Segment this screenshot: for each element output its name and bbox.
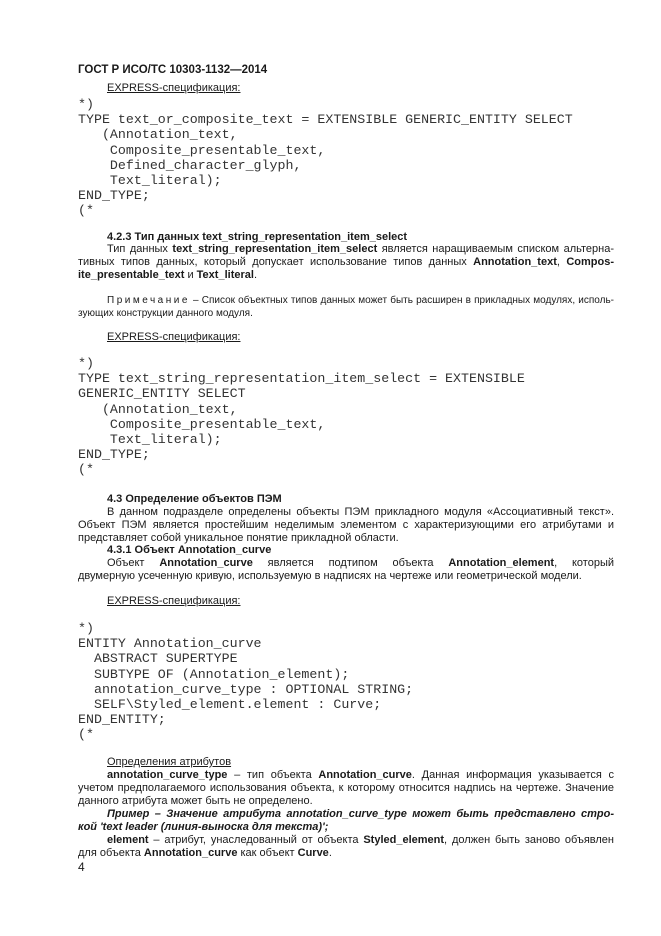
section-label <box>78 82 614 95</box>
bold-term: text_string_representation_item_select <box>172 243 378 255</box>
text-run: . <box>328 847 332 859</box>
express-code-line: SELF\Styled_element.element : Curve; <box>78 697 382 712</box>
text-line <box>78 821 614 834</box>
text-line <box>78 808 614 821</box>
express-code-line: GENERIC_ENTITY SELECT <box>78 386 246 402</box>
text-run: , который <box>554 557 614 569</box>
express-code-line: TYPE text_or_composite_text = EXTENSIBLE GENERIC_ENTITY SELECT <box>78 112 573 128</box>
text-run: , <box>556 256 567 268</box>
bold-term: 4.3.1 Объект Annotation_curve <box>107 544 272 556</box>
express-code-line: *) <box>78 621 94 636</box>
text-line <box>78 243 614 256</box>
express-code-line: Text_literal); <box>78 432 222 447</box>
text-run: является наращиваемым списком альтерна- <box>377 243 614 255</box>
example-text: кой 'text leader (линия-выноска для текста)'; <box>78 821 329 833</box>
text-line <box>78 294 614 307</box>
section-label <box>78 331 614 344</box>
text-line <box>78 269 614 282</box>
text-run: является подтипом объекта <box>252 557 449 569</box>
text-run: тивных типов данных, который допускает использование типов данных <box>78 256 474 268</box>
text-line <box>78 493 614 506</box>
text-run: как объект <box>237 847 298 859</box>
text-run: зующих конструкции данного модуля. <box>78 308 253 319</box>
text-run: – атрибут, унаследованный от объекта <box>148 834 364 846</box>
express-code-line: (* <box>78 462 94 478</box>
express-code-line: (Annotation_text, <box>78 127 238 143</box>
bold-term: Annotation_curve <box>159 557 253 569</box>
text-line <box>78 570 614 583</box>
express-code-line: TYPE text_string_representation_item_select = EXTENSIBLE <box>78 371 525 387</box>
section-label <box>78 595 614 608</box>
example-text: Пример – Значение атрибута annotation_curve_type может быть представлено стро- <box>107 808 614 820</box>
text-run: учетом предполагаемого использования объекта, к которому относится надпись на чертеже. Значение <box>78 782 614 794</box>
express-code-line: (* <box>78 727 94 743</box>
text-line <box>78 557 614 570</box>
express-code-line: Composite_presentable_text, <box>78 416 326 432</box>
express-code-line: ENTITY Annotation_curve <box>78 636 262 652</box>
text-run: Объект <box>107 557 160 569</box>
text-line <box>78 506 614 519</box>
bold-term: Text_literal <box>196 269 254 281</box>
bold-term: Annotation_text <box>473 256 557 268</box>
bold-term: annotation_curve_type <box>107 769 228 781</box>
text-line <box>78 782 614 795</box>
text-run: EXPRESS-спецификация: <box>107 331 241 343</box>
text-run: Тип данных <box>107 243 173 255</box>
bold-term: Annotation_curve <box>318 769 412 781</box>
bold-term: Styled_element <box>363 834 445 846</box>
express-code-line: Text_literal); <box>78 173 222 188</box>
text-run: для объекта <box>78 847 144 859</box>
text-run: – тип объекта <box>227 769 319 781</box>
express-code-line: Composite_presentable_text, <box>78 142 326 158</box>
text-run: В данном подразделе определены объекты ПЭМ прикладного модуля «Ассоциативный текст». <box>107 506 614 518</box>
text-line <box>78 769 614 782</box>
bold-term: element <box>107 834 149 846</box>
document-header: ГОСТ Р ИСО/ТС 10303-1132—2014 <box>78 64 268 76</box>
text-run: Объект ПЭМ является простейшим неделимым элементом с характеризующими его атрибутами и <box>78 519 614 531</box>
express-code-line: *) <box>78 356 94 371</box>
text-run: представляет собой уникальное понятие прикладной области. <box>78 532 399 544</box>
page-number: 4 <box>78 860 85 874</box>
text-line <box>78 307 614 320</box>
bold-term: 4.3 Определение объектов ПЭМ <box>107 493 282 505</box>
express-code-line: annotation_curve_type : OPTIONAL STRING; <box>78 681 414 697</box>
bold-term: Curve <box>297 847 329 859</box>
text-run: и <box>184 269 197 281</box>
express-code-line: (Annotation_text, <box>78 401 238 417</box>
text-run: , должен быть заново объявлен <box>444 834 614 846</box>
bold-term: Annotation_curve <box>143 847 238 859</box>
bold-term: Compos- <box>566 256 614 268</box>
text-run: – Список объектных типов данных может быть расширен в прикладных модулях, исполь- <box>189 295 614 306</box>
express-code-line: (* <box>78 203 94 219</box>
text-line <box>78 795 614 808</box>
express-code-line: END_TYPE; <box>78 447 150 463</box>
text-run: EXPRESS-спецификация: <box>107 82 241 94</box>
express-code-line: *) <box>78 97 94 112</box>
express-code-line: SUBTYPE OF (Annotation_element); <box>78 666 350 682</box>
text-run: Примечание <box>107 295 190 306</box>
text-run: Определения атрибутов <box>107 756 232 768</box>
text-run: данного атрибута может быть не определено. <box>78 795 313 807</box>
bold-term: Annotation_element <box>448 557 555 569</box>
express-code-line: END_TYPE; <box>78 188 150 204</box>
express-code-line: END_ENTITY; <box>78 712 166 728</box>
text-line <box>78 834 614 847</box>
express-code-line: ABSTRACT SUPERTYPE <box>78 651 238 667</box>
text-line <box>78 519 614 532</box>
bold-term: 4.2.3 Тип данных text_string_representation_item_select <box>107 231 408 243</box>
text-run: двумерную усеченную кривую, используемую в надписях на чертеже или геометрической модели. <box>78 570 582 582</box>
text-run: EXPRESS-спецификация: <box>107 595 241 607</box>
express-code-line: Defined_character_glyph, <box>78 157 302 173</box>
text-run: . Данная информация указывается с <box>411 769 614 781</box>
section-label <box>78 756 614 769</box>
text-line <box>78 256 614 269</box>
text-line <box>78 847 614 860</box>
text-line <box>78 544 614 557</box>
bold-term: ite_presentable_text <box>78 269 185 281</box>
text-run: . <box>253 269 257 281</box>
